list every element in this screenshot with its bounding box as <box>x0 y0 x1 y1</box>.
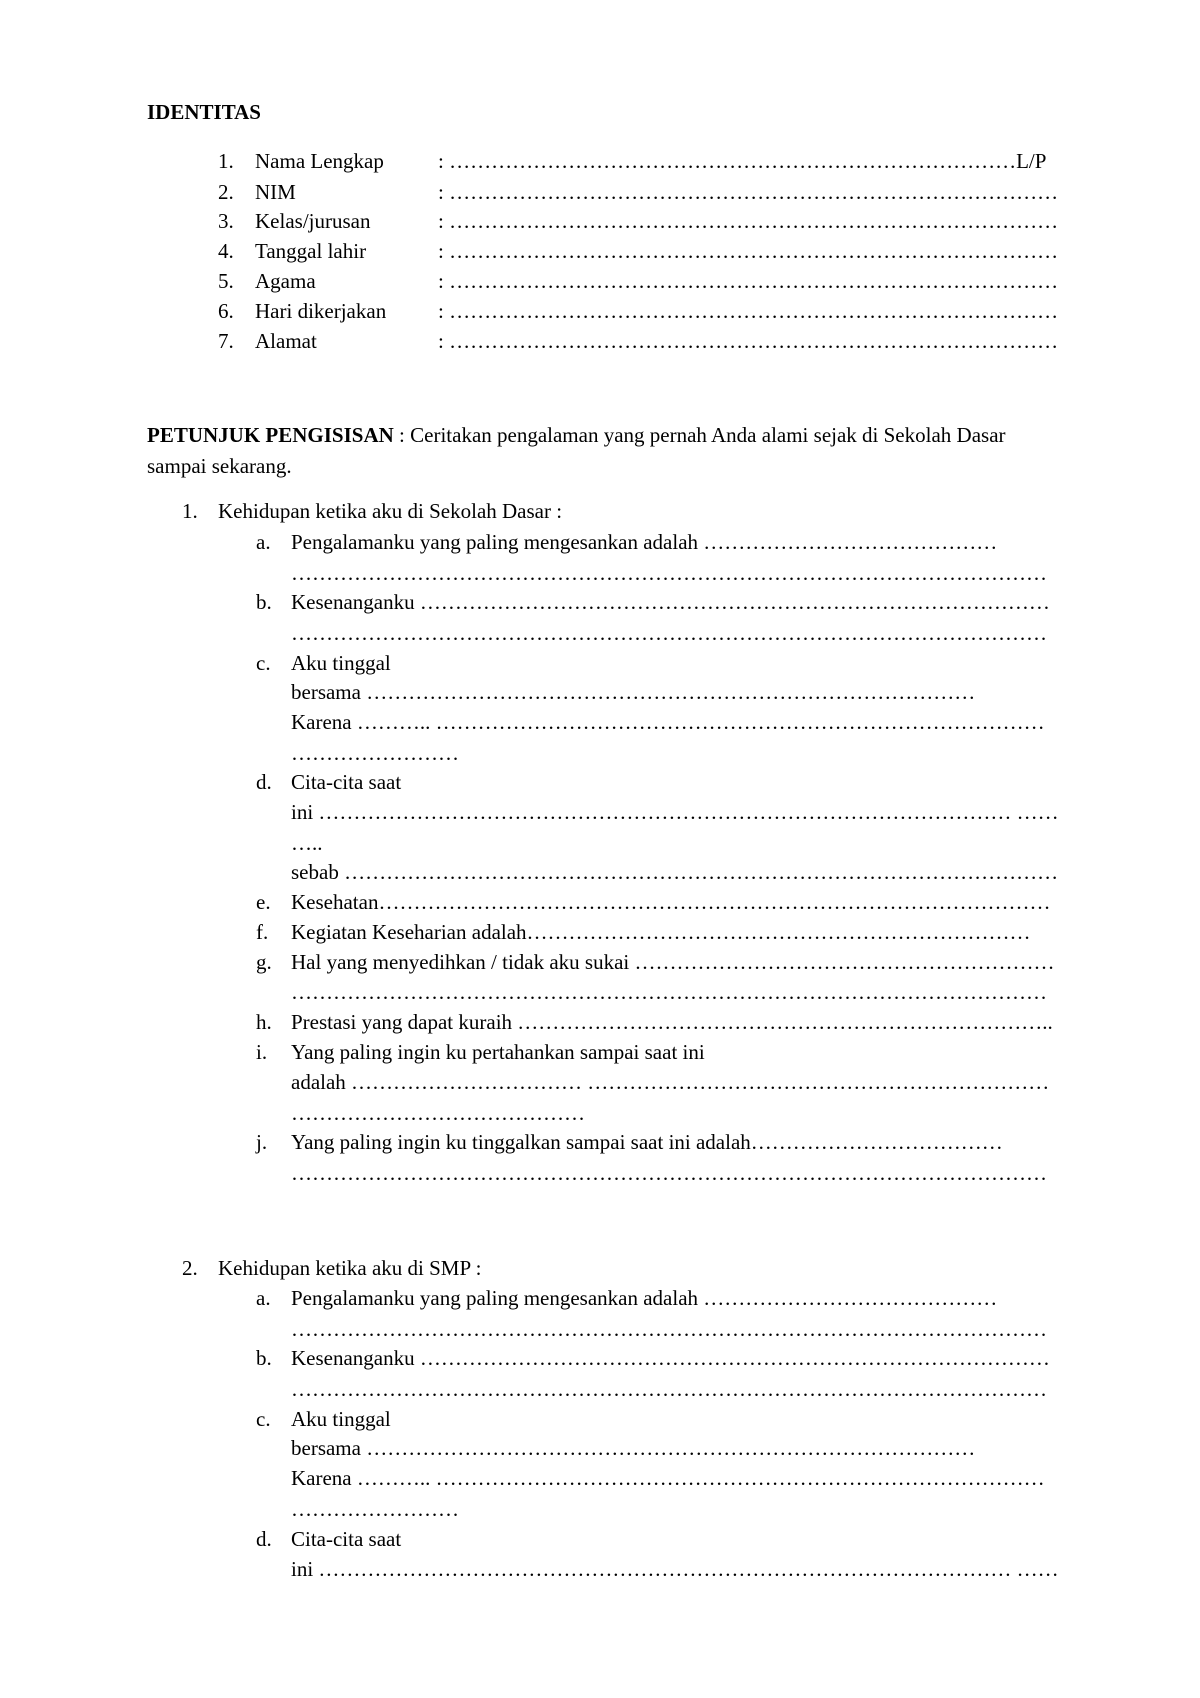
section-number: 2. <box>182 1256 198 1280</box>
item-line: ……………………………………………………………………………………………… <box>291 1377 1047 1401</box>
item-letter: f. <box>256 920 269 944</box>
field-label: NIM <box>255 180 296 204</box>
instructions <box>147 420 1047 482</box>
field-label: Nama Lengkap <box>255 149 384 173</box>
item-letter: a. <box>256 1286 271 1310</box>
field-number: 2. <box>218 180 234 204</box>
field-blank: : ………………………………………………………………………L/P <box>438 149 1047 173</box>
item-line: Kesehatan…………………………………………………………………………………… <box>291 890 1051 914</box>
identitas-heading: IDENTITAS <box>147 100 261 124</box>
instructions-label: PETUNJUK PENGISISAN <box>147 423 394 447</box>
item-line: ……………………………………………………………………………………………… <box>291 1161 1047 1185</box>
section-title: Kehidupan ketika aku di Sekolah Dasar : <box>218 499 563 523</box>
item-line: ……………………………………………………………………………………………… <box>291 621 1047 645</box>
section-number: 1. <box>182 499 198 523</box>
field-blank: : …………………………………………………………………………… <box>438 209 1059 233</box>
item-line: Karena ……….. …………………………………………………………………………… <box>291 1466 1045 1490</box>
item-letter: a. <box>256 530 271 554</box>
instructions-text: : Ceritakan pengalaman yang pernah Anda alami sejak di Sekolah Dasar sampai sekarang. <box>147 423 1006 478</box>
item-line: Cita-cita saat <box>291 770 402 794</box>
field-label: Alamat <box>255 329 317 353</box>
field-number: 1. <box>218 149 234 173</box>
item-line: ……………………………………………………………………………………………… <box>291 1317 1047 1341</box>
item-line: sebab ………………………………………………………………………………………… <box>291 860 1059 884</box>
item-line: Aku tinggal <box>291 651 391 675</box>
item-letter: c. <box>256 651 271 675</box>
item-line: bersama …………………………………………………………………………… <box>291 1436 976 1460</box>
section-title: Kehidupan ketika aku di SMP : <box>218 1256 482 1280</box>
field-label: Agama <box>255 269 316 293</box>
field-label: Kelas/jurusan <box>255 209 371 233</box>
field-number: 7. <box>218 329 234 353</box>
item-line: Pengalamanku yang paling mengesankan adalah …………………………………… <box>291 530 998 554</box>
item-line: Aku tinggal <box>291 1407 391 1431</box>
item-line: …………………… <box>291 1497 459 1521</box>
item-line: Cita-cita saat <box>291 1527 402 1551</box>
item-line: adalah …………………………… ………………………………………………………… <box>291 1070 1050 1094</box>
field-number: 3. <box>218 209 234 233</box>
field-number: 5. <box>218 269 234 293</box>
item-line: ini ……………………………………………………………………………………… …… <box>291 800 1059 824</box>
item-line: ….. <box>291 831 323 855</box>
field-number: 6. <box>218 299 234 323</box>
item-line: Pengalamanku yang paling mengesankan adalah …………………………………… <box>291 1286 998 1310</box>
item-line: …………………… <box>291 741 459 765</box>
item-line: Kesenanganku ……………………………………………………………………………… <box>291 590 1050 614</box>
item-line: Hal yang menyedihkan / tidak aku sukai …………………………………………………… <box>291 950 1055 974</box>
field-number: 4. <box>218 239 234 263</box>
item-line: Yang paling ingin ku tinggalkan sampai saat ini adalah……………………………… <box>291 1130 1003 1154</box>
item-letter: d. <box>256 1527 272 1551</box>
item-line: ini ……………………………………………………………………………………… …… <box>291 1557 1059 1581</box>
item-line: …………………………………… <box>291 1101 585 1125</box>
field-label: Hari dikerjakan <box>255 299 387 323</box>
item-line: Karena ……….. …………………………………………………………………………… <box>291 710 1045 734</box>
field-blank: : …………………………………………………………………………… <box>438 269 1059 293</box>
item-line: ……………………………………………………………………………………………… <box>291 561 1047 585</box>
field-label: Tanggal lahir <box>255 239 367 263</box>
item-letter: c. <box>256 1407 271 1431</box>
field-blank: : …………………………………………………………………………… <box>438 299 1059 323</box>
item-letter: j. <box>256 1130 268 1154</box>
item-letter: d. <box>256 770 272 794</box>
item-letter: b. <box>256 590 272 614</box>
field-blank: : …………………………………………………………………………… <box>438 329 1059 353</box>
item-line: Prestasi yang dapat kuraih ………………………………………………………………….. <box>291 1010 1053 1034</box>
item-line: bersama …………………………………………………………………………… <box>291 680 976 704</box>
item-letter: h. <box>256 1010 272 1034</box>
field-blank: : …………………………………………………………………………… <box>438 180 1059 204</box>
item-line: Yang paling ingin ku pertahankan sampai saat ini <box>291 1040 705 1064</box>
item-line: Kegiatan Keseharian adalah……………………………………………………………… <box>291 920 1031 944</box>
item-line: Kesenanganku ……………………………………………………………………………… <box>291 1346 1050 1370</box>
item-line: ……………………………………………………………………………………………… <box>291 980 1047 1004</box>
field-blank: : …………………………………………………………………………… <box>438 239 1059 263</box>
item-letter: b. <box>256 1346 272 1370</box>
item-letter: i. <box>256 1040 268 1064</box>
item-letter: e. <box>256 890 271 914</box>
item-letter: g. <box>256 950 272 974</box>
